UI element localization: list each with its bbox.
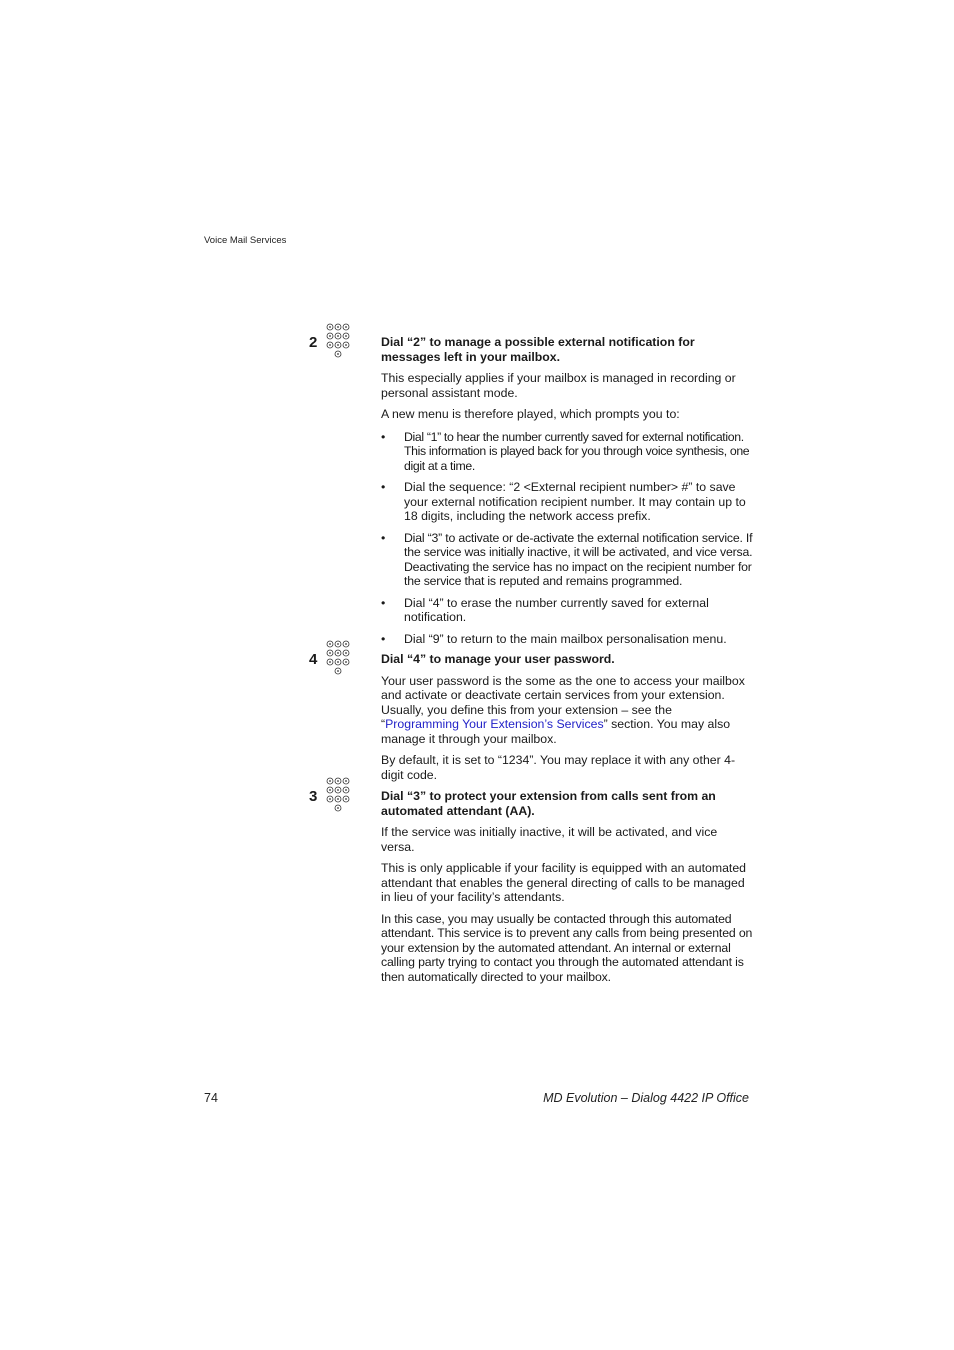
step-heading: Dial “3” to protect your extension from calls sent from an automated attendant (AA). xyxy=(381,789,716,818)
paragraph: A new menu is therefore played, which prompts you to: xyxy=(381,407,680,421)
paragraph: If the service was initially inactive, it will be activated, and vice versa. xyxy=(381,825,718,854)
step-digit: 4 xyxy=(309,651,318,668)
paragraph xyxy=(381,674,753,747)
list-item: • Dial “4” to erase the number currently saved for external notification. xyxy=(381,596,753,625)
paragraph: This especially applies if your mailbox is managed in recording or personal assistant mode. xyxy=(381,371,736,400)
keypad-icon xyxy=(326,776,350,812)
keypad-icon xyxy=(326,639,350,675)
paragraph-text: Your user password is the some as the one to access your mailbox and activate or deactivate certain services from your extension. Usually, you define this from your extension – see the “ xyxy=(381,673,745,731)
step-digit: 3 xyxy=(309,788,318,805)
list-item: • Dial “9” to return to the main mailbox personalisation menu. xyxy=(381,632,753,647)
programming-extension-services-link[interactable]: Programming Your Extension’s Services xyxy=(385,717,604,731)
page-number: 74 xyxy=(204,1091,218,1105)
running-header: Voice Mail Services xyxy=(204,235,287,246)
list-item: • Dial the sequence: “2 <External recipient number> #” to save your external notification recipient number. It may contain up to 18 digits, including the network access prefix. xyxy=(381,480,753,524)
step-heading: Dial “4” to manage your user password. xyxy=(381,652,615,666)
list-item: • Dial “1” to hear the number currently saved for external notification. This information is played back for you through voice synthesis, one digit at a time. xyxy=(381,430,753,474)
document-title: MD Evolution – Dialog 4422 IP Office xyxy=(543,1091,749,1105)
step-content xyxy=(381,652,753,789)
step-content xyxy=(381,789,753,991)
option-list xyxy=(381,430,753,647)
paragraph: This is only applicable if your facility is equipped with an automated attendant that enables the general directing of calls to be managed in lieu of your facility’s attendants. xyxy=(381,861,747,904)
paragraph: By default, it is set to “1234”. You may replace it with any other 4-digit code. xyxy=(381,753,736,782)
step-heading: Dial “2” to manage a possible external notification for messages left in your mailbox. xyxy=(381,335,695,364)
step-content xyxy=(381,335,753,653)
keypad-icon xyxy=(326,322,350,358)
paragraph: In this case, you may usually be contacted through this automated attendant. This service is to prevent any calls from being presented on your extension by the automated attendant. An internal or external calling party trying to contact you through the automated attendant is then automatically directed to your mailbox. xyxy=(381,911,753,984)
paragraph-text: ” section. You may also manage it through your mailbox. xyxy=(381,717,731,746)
list-item: • Dial “3” to activate or de-activate the external notification service. If the service was initially inactive, it will be activated, and vice versa. Deactivating the service has no impact on the recipient number for the service that is reputed and remains programmed. xyxy=(381,531,753,589)
step-digit: 2 xyxy=(309,334,318,351)
